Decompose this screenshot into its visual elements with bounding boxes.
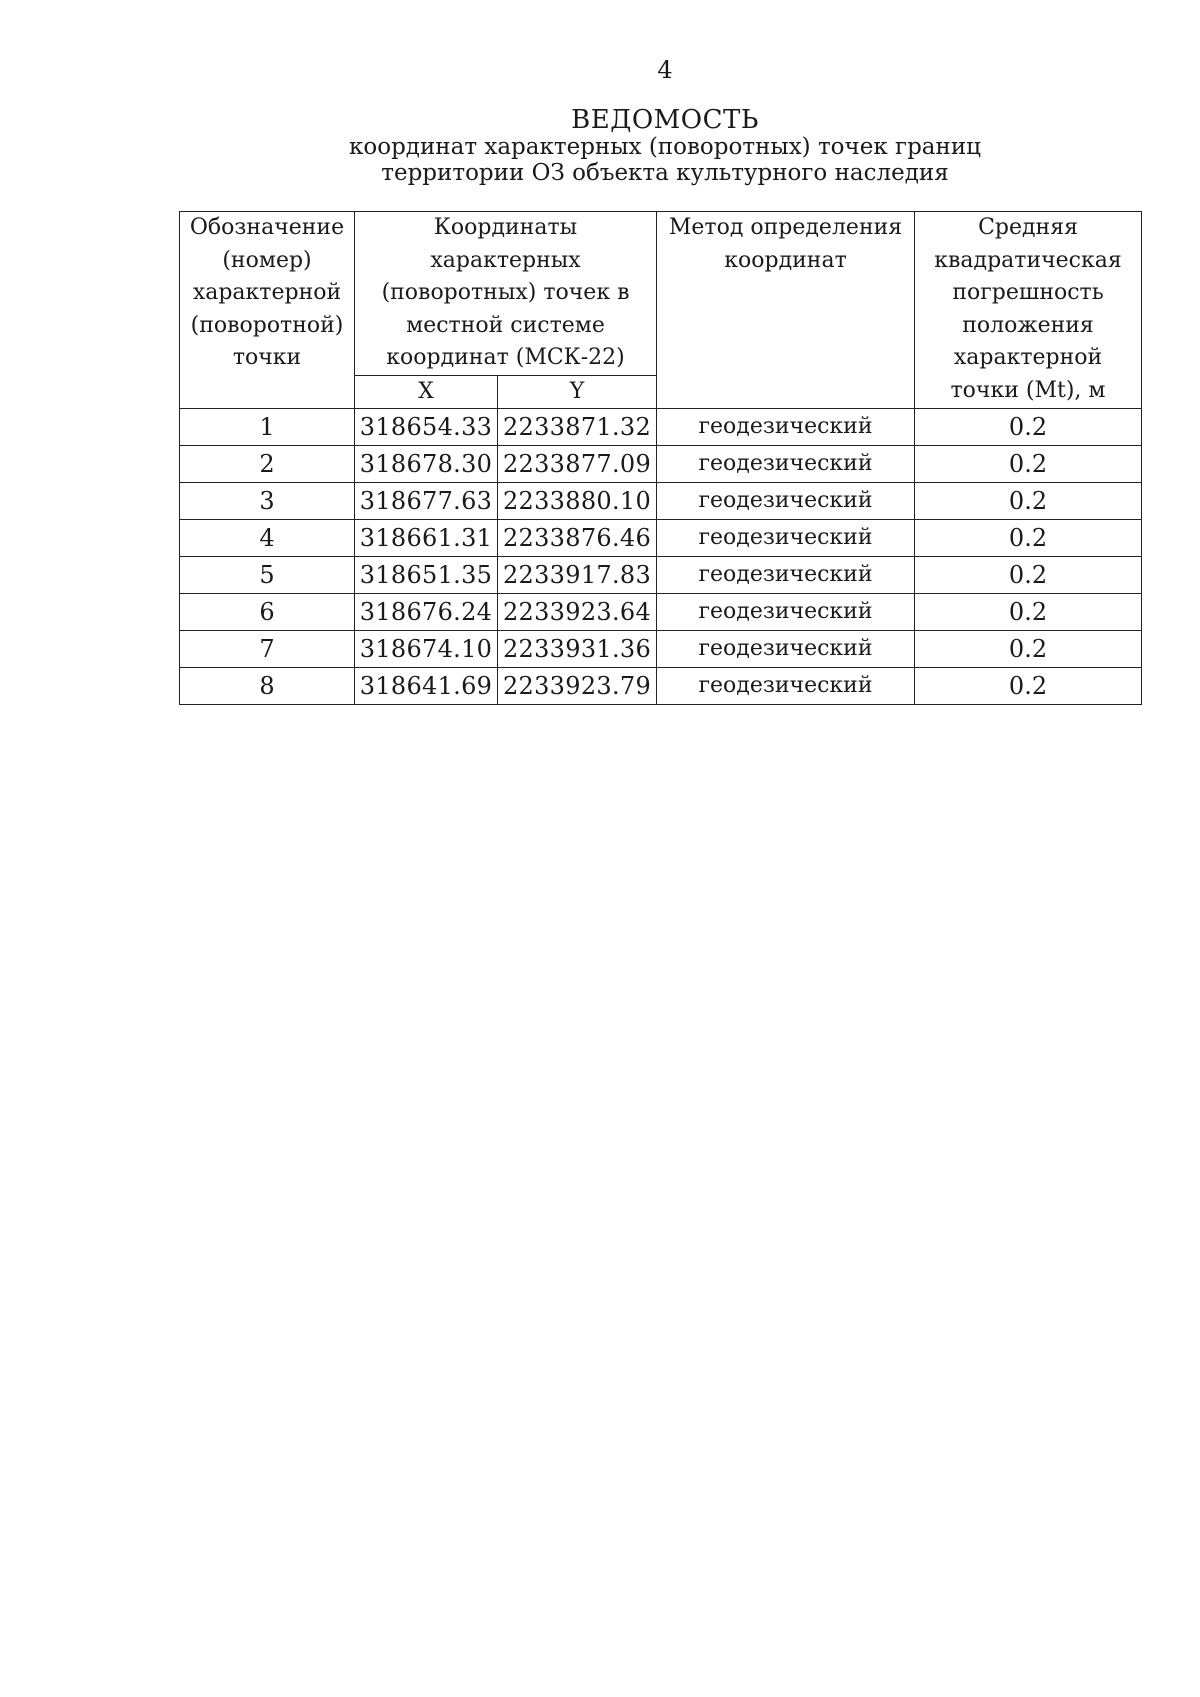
error-cell: 0.2: [915, 631, 1142, 668]
method-cell: геодезический: [657, 483, 915, 520]
document-title: ВЕДОМОСТЬ: [571, 105, 759, 135]
y-coordinate-cell: 2233923.64: [498, 594, 657, 631]
point-number-cell: 2: [180, 446, 355, 483]
page-number: 4: [657, 56, 673, 84]
x-coordinate-cell: 318641.69: [355, 668, 498, 705]
y-coordinate-cell: 2233877.09: [498, 446, 657, 483]
table-row: [180, 557, 1142, 594]
error-cell: 0.2: [915, 409, 1142, 446]
method-cell: геодезический: [657, 446, 915, 483]
header-designation: Обозначение (номер) характерной (поворотной) точки: [180, 212, 355, 409]
header-method: Метод определения координат: [657, 212, 915, 409]
table-row: [180, 594, 1142, 631]
point-number-cell: 6: [180, 594, 355, 631]
error-cell: 0.2: [915, 446, 1142, 483]
document-subtitle-line-1: координат характерных (поворотных) точек границ: [349, 134, 981, 160]
table-row: [180, 446, 1142, 483]
method-cell: геодезический: [657, 557, 915, 594]
header-x: X: [355, 375, 498, 409]
method-cell: геодезический: [657, 520, 915, 557]
point-number-cell: 4: [180, 520, 355, 557]
y-coordinate-cell: 2233923.79: [498, 668, 657, 705]
y-coordinate-cell: 2233876.46: [498, 520, 657, 557]
error-cell: 0.2: [915, 483, 1142, 520]
point-number-cell: 5: [180, 557, 355, 594]
method-cell: геодезический: [657, 594, 915, 631]
document-subtitle-line-2: территории ОЗ объекта культурного наследия: [381, 160, 949, 186]
coordinates-table: [179, 211, 1142, 705]
x-coordinate-cell: 318654.33: [355, 409, 498, 446]
point-number-cell: 3: [180, 483, 355, 520]
x-coordinate-cell: 318651.35: [355, 557, 498, 594]
x-coordinate-cell: 318674.10: [355, 631, 498, 668]
point-number-cell: 1: [180, 409, 355, 446]
point-number-cell: 7: [180, 631, 355, 668]
x-coordinate-cell: 318678.30: [355, 446, 498, 483]
x-coordinate-cell: 318677.63: [355, 483, 498, 520]
x-coordinate-cell: 318676.24: [355, 594, 498, 631]
y-coordinate-cell: 2233931.36: [498, 631, 657, 668]
y-coordinate-cell: 2233880.10: [498, 483, 657, 520]
x-coordinate-cell: 318661.31: [355, 520, 498, 557]
table-row: [180, 668, 1142, 705]
table-row: [180, 483, 1142, 520]
header-y: Y: [498, 375, 657, 409]
method-cell: геодезический: [657, 668, 915, 705]
header-error: Средняя квадратическая погрешность положения характерной точки (Mt), м: [915, 212, 1142, 409]
y-coordinate-cell: 2233917.83: [498, 557, 657, 594]
error-cell: 0.2: [915, 557, 1142, 594]
error-cell: 0.2: [915, 520, 1142, 557]
error-cell: 0.2: [915, 668, 1142, 705]
method-cell: геодезический: [657, 631, 915, 668]
table-row: [180, 631, 1142, 668]
error-cell: 0.2: [915, 594, 1142, 631]
table-row: [180, 409, 1142, 446]
header-coordinates: Координаты характерных (поворотных) точек в местной системе координат (МСК-22): [355, 212, 657, 376]
point-number-cell: 8: [180, 668, 355, 705]
method-cell: геодезический: [657, 409, 915, 446]
table-row: [180, 520, 1142, 557]
y-coordinate-cell: 2233871.32: [498, 409, 657, 446]
